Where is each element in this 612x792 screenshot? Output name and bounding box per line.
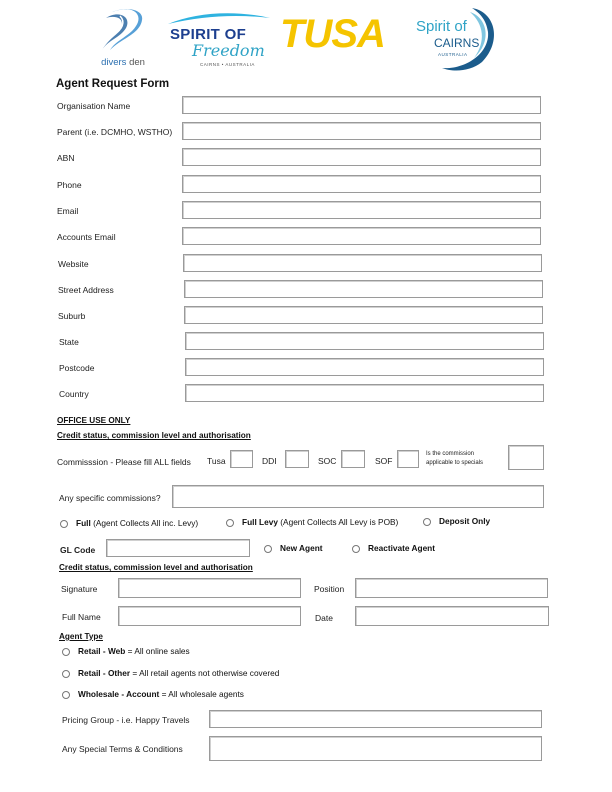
retail-web-rest: = All online sales bbox=[127, 646, 190, 656]
full-levy-option-bold: Full Levy bbox=[242, 517, 278, 527]
reactivate-agent-label: Reactivate Agent bbox=[368, 543, 436, 553]
position-input[interactable] bbox=[355, 578, 548, 598]
signature-label: Signature bbox=[61, 584, 98, 594]
wholesale-label bbox=[78, 689, 244, 699]
full-levy-radio[interactable] bbox=[226, 519, 234, 527]
divers-den-logo bbox=[92, 4, 154, 70]
specific-commissions-label: Any specific commissions? bbox=[59, 493, 161, 503]
retail-web-label bbox=[78, 646, 190, 656]
special-terms-input[interactable] bbox=[209, 736, 542, 761]
sof-commission-label: SOF bbox=[375, 456, 393, 466]
gl-code-label: GL Code bbox=[60, 545, 96, 555]
spirit-of-cairns-logo bbox=[412, 2, 504, 74]
abn-label: ABN bbox=[57, 153, 75, 163]
divers-den-line1: divers bbox=[101, 57, 127, 68]
reactivate-agent-radio[interactable] bbox=[352, 545, 360, 553]
australia-text: AUSTRALIA bbox=[438, 52, 468, 57]
ddi-commission-label: DDI bbox=[262, 456, 277, 466]
accounts-email-input[interactable] bbox=[182, 227, 541, 245]
accounts-email-label: Accounts Email bbox=[57, 232, 116, 242]
special-terms-label: Any Special Terms & Conditions bbox=[62, 744, 183, 754]
country-label: Country bbox=[59, 389, 89, 399]
deposit-only-radio[interactable] bbox=[423, 518, 431, 526]
specific-commissions-input[interactable] bbox=[172, 485, 544, 508]
full-levy-option-label bbox=[242, 517, 398, 527]
retail-web-bold: Retail - Web bbox=[78, 646, 126, 656]
email-label: Email bbox=[57, 206, 79, 216]
wholesale-rest: = All wholesale agents bbox=[161, 689, 244, 699]
email-input[interactable] bbox=[182, 201, 541, 219]
state-label: State bbox=[59, 337, 79, 347]
cairns-text: CAIRNS bbox=[434, 36, 480, 50]
phone-label: Phone bbox=[57, 180, 82, 190]
postcode-label: Postcode bbox=[59, 363, 95, 373]
signature-input[interactable] bbox=[118, 578, 301, 598]
street-input[interactable] bbox=[184, 280, 543, 298]
postcode-input[interactable] bbox=[185, 358, 544, 376]
cairns-australia-text: CAIRNS • AUSTRALIA bbox=[200, 62, 255, 67]
authorisation-heading: Credit status, commission level and authorisation bbox=[59, 563, 253, 572]
page-title: Agent Request Form bbox=[56, 78, 170, 90]
full-name-input[interactable] bbox=[118, 606, 301, 626]
org-label: Organisation Name bbox=[57, 101, 131, 111]
agent-type-heading: Agent Type bbox=[59, 632, 103, 641]
divers-den-mark-icon bbox=[92, 4, 154, 54]
office-use-heading: OFFICE USE ONLY bbox=[57, 416, 131, 425]
full-option-label bbox=[76, 518, 198, 528]
parent-label: Parent (i.e. DCMHO, WSTHO) bbox=[57, 127, 173, 137]
sof-commission-input[interactable] bbox=[397, 450, 419, 468]
street-label: Street Address bbox=[58, 285, 114, 295]
retail-other-rest: = All retail agents not otherwise covered bbox=[132, 668, 280, 678]
tusa-logo: TUSA bbox=[280, 12, 385, 56]
phone-input[interactable] bbox=[182, 175, 541, 193]
ddi-commission-input[interactable] bbox=[285, 450, 309, 468]
credit-status-heading: Credit status, commission level and authorisation bbox=[57, 431, 251, 440]
tusa-commission-label: Tusa bbox=[207, 456, 226, 466]
wholesale-radio[interactable] bbox=[62, 691, 70, 699]
deposit-only-label: Deposit Only bbox=[439, 516, 491, 526]
full-radio[interactable] bbox=[60, 520, 68, 528]
full-name-label: Full Name bbox=[62, 612, 101, 622]
wholesale-bold: Wholesale - Account bbox=[78, 689, 160, 699]
spirit-of-freedom-logo bbox=[166, 10, 272, 66]
specials-label bbox=[426, 450, 483, 468]
tusa-commission-input[interactable] bbox=[230, 450, 253, 468]
specials-label-line2: applicable to specials bbox=[426, 460, 484, 466]
parent-input[interactable] bbox=[182, 122, 541, 140]
retail-other-bold: Retail - Other bbox=[78, 668, 131, 678]
date-input[interactable] bbox=[355, 606, 549, 626]
suburb-input[interactable] bbox=[184, 306, 543, 324]
suburb-label: Suburb bbox=[58, 311, 86, 321]
country-input[interactable] bbox=[185, 384, 544, 402]
full-option-rest: (Agent Collects All inc. Levy) bbox=[93, 518, 199, 528]
date-label: Date bbox=[315, 613, 333, 623]
new-agent-label: New Agent bbox=[280, 543, 323, 553]
retail-other-radio[interactable] bbox=[62, 670, 70, 678]
pricing-group-label: Pricing Group - i.e. Happy Travels bbox=[62, 715, 190, 725]
org-input[interactable] bbox=[182, 96, 541, 114]
abn-input[interactable] bbox=[182, 148, 541, 166]
spirit-of-cairns-line1: Spirit of bbox=[416, 18, 467, 35]
website-input[interactable] bbox=[183, 254, 542, 272]
specials-input[interactable] bbox=[508, 445, 544, 470]
retail-other-label bbox=[78, 668, 279, 678]
gl-code-input[interactable] bbox=[106, 539, 250, 557]
pricing-group-input[interactable] bbox=[209, 710, 542, 728]
soc-commission-label: SOC bbox=[318, 456, 337, 466]
freedom-text: Freedom bbox=[192, 41, 265, 60]
full-levy-option-rest: (Agent Collects All Levy is POB) bbox=[280, 517, 399, 527]
divers-den-line2: den bbox=[129, 57, 145, 68]
full-option-bold: Full bbox=[76, 518, 91, 528]
soc-commission-input[interactable] bbox=[341, 450, 365, 468]
position-label: Position bbox=[314, 584, 345, 594]
new-agent-radio[interactable] bbox=[264, 545, 272, 553]
commission-label: Commisssion - Please fill ALL fields bbox=[57, 457, 191, 467]
retail-web-radio[interactable] bbox=[62, 648, 70, 656]
spirit-of-text: SPIRIT OF bbox=[170, 26, 247, 43]
state-input[interactable] bbox=[185, 332, 544, 350]
website-label: Website bbox=[58, 259, 89, 269]
specials-label-line1: Is the commission bbox=[426, 451, 475, 457]
